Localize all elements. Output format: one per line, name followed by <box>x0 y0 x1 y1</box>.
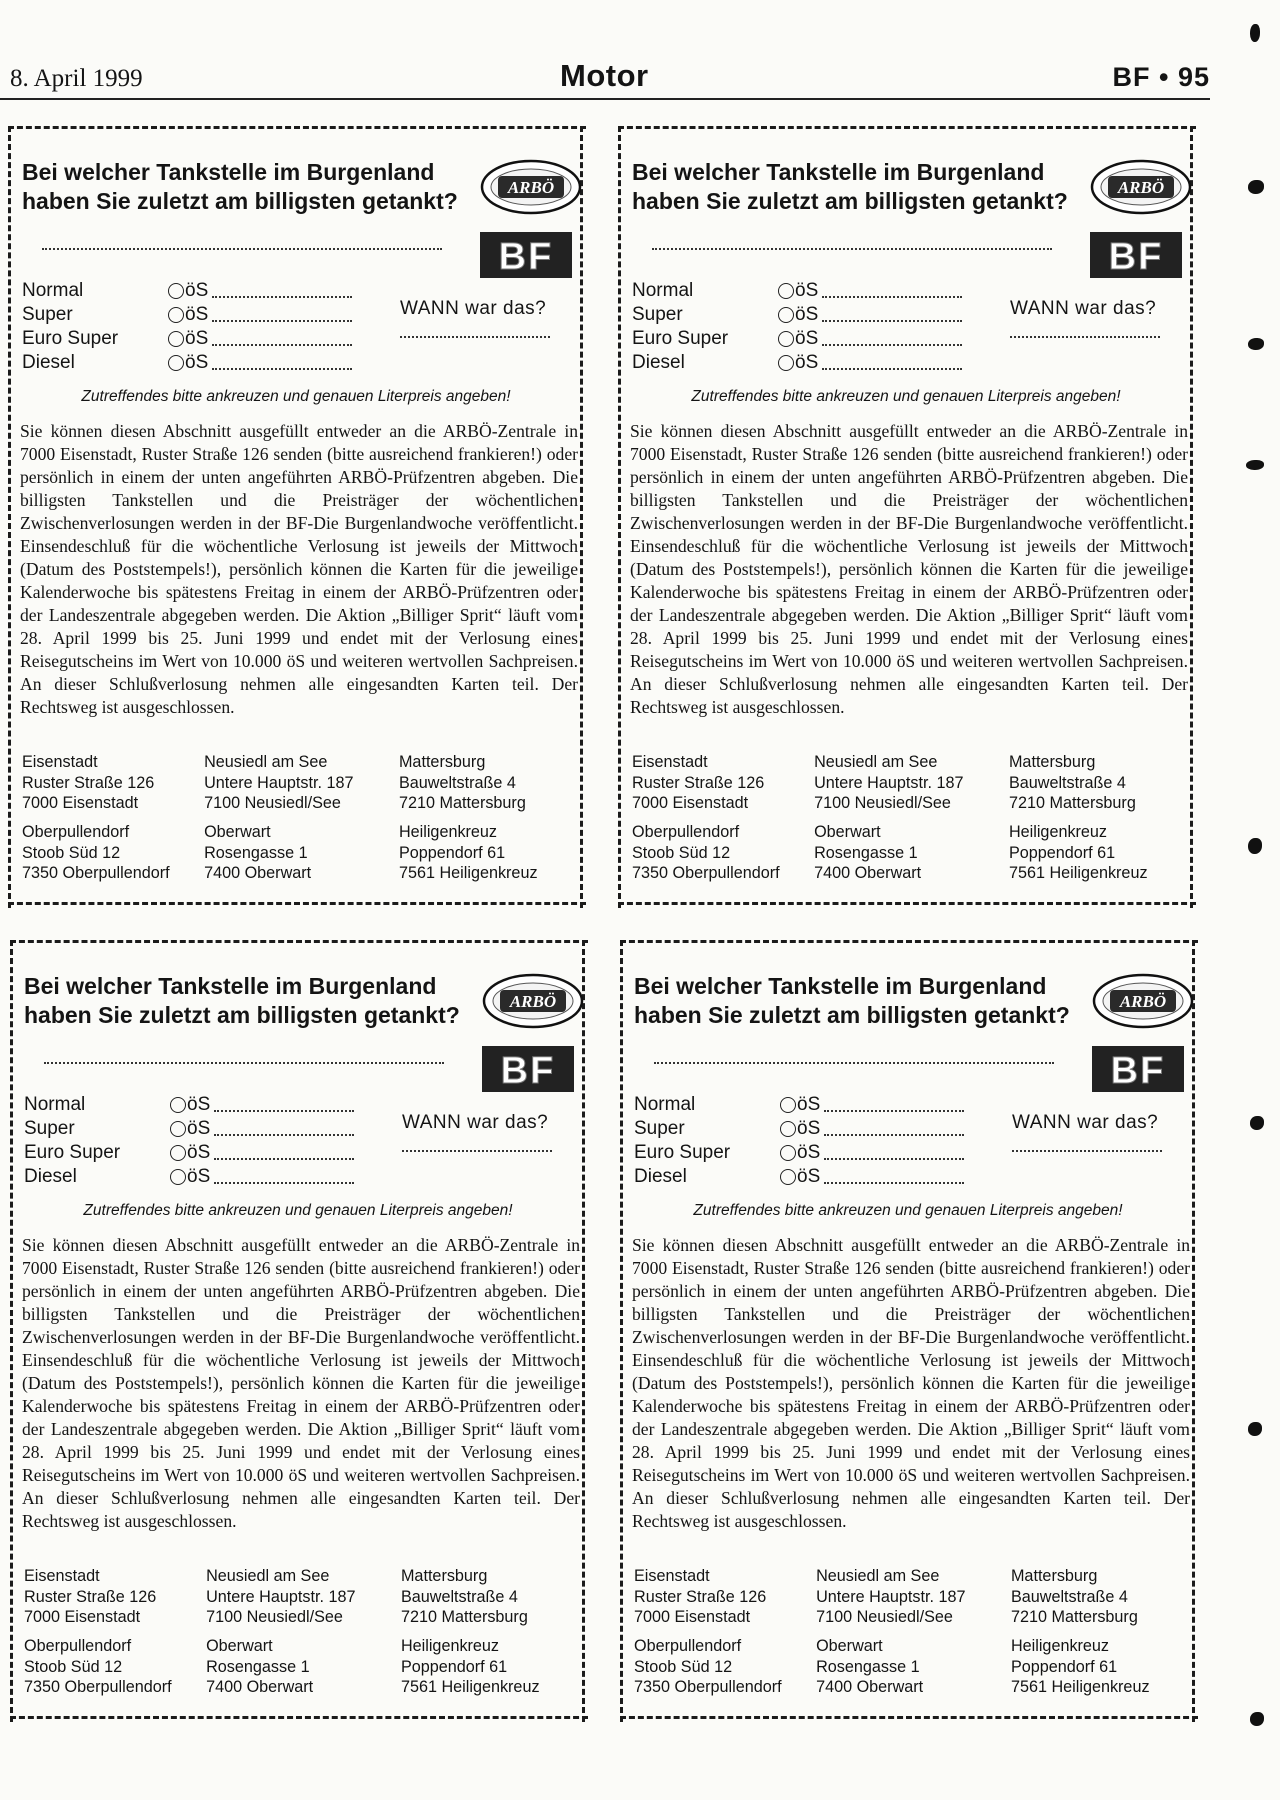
address-street: Ruster Straße 126 <box>632 773 765 792</box>
address-street: Bauweltstraße 4 <box>400 1587 518 1606</box>
address-postcode: 7100 Neusiedl/See <box>206 1608 343 1626</box>
fuel-unit: öS <box>187 1142 211 1163</box>
address-postcode: 7561 Heiligenkreuz <box>1010 1678 1150 1696</box>
fuel-checkbox[interactable] <box>778 283 794 299</box>
binder-mark <box>1250 1712 1264 1726</box>
dashed-border <box>618 126 1196 132</box>
coupon-body-text: Sie können diesen Abschnitt ausgefüllt entweder an die ARBÖ-Zentrale in 7000 Eisenstadt, Ruster Straße 126 senden (bitte ausreichend frankieren!) oder persönlich in einem der unten angeführten ARBÖ-Prüfzentren abgeben. Die billigsten Tankstellen und die Preisträger der wöchentlichen Zwischenverlosungen werden in der BF-Die Burgenlandwoche veröffentlicht. Einsendeschluß für die wöchentliche Verlosung ist jeweils der Mittwoch (Datum des Poststempels!), persönlich können die Karten für die jeweilige Kalenderwoche bis spätestens Freitag in einem der ARBÖ-Prüfzentren oder der Landeszentrale abgegeben werden. Die Aktion „Billiger Sprit“ läuft vom 28. April 1999 bis 25. Juni 1999 und endet mit der Verlosung eines Reisegutscheins im Wert von 10.000 öS und weiteren wertvollen Sachpreisen. An dieser Schlußverlosung nehmen alle eingesandten Karten teil. Der Rechtsweg ist ausgeschlossen. <box>632 1235 1190 1531</box>
station-answer-line[interactable] <box>42 248 442 250</box>
fuel-unit: öS <box>185 352 209 373</box>
fuel-checkbox[interactable] <box>168 355 184 371</box>
address-block <box>399 822 582 892</box>
fuel-label: Super <box>634 1118 685 1139</box>
fuel-unit: öS <box>187 1118 211 1139</box>
dashed-border <box>8 902 586 908</box>
address-row <box>22 822 582 892</box>
bf-logo <box>1092 1046 1184 1092</box>
address-postcode: 7561 Heiligenkreuz <box>400 1678 540 1696</box>
address-street: Ruster Straße 126 <box>24 1587 157 1606</box>
address-city: Mattersburg <box>398 753 486 771</box>
fuel-row-super <box>22 304 322 328</box>
header-rule <box>0 98 1210 100</box>
dashed-border <box>10 940 588 946</box>
address-row <box>632 822 1192 892</box>
fuel-label: Super <box>22 304 73 325</box>
address-block <box>816 1566 1011 1636</box>
arbo-logo <box>1092 972 1194 1030</box>
fuel-checkbox[interactable] <box>778 307 794 323</box>
price-entry-line[interactable] <box>214 1134 354 1136</box>
address-grid <box>632 752 1192 892</box>
arbo-logo-text: ARBÖ <box>509 992 557 1011</box>
address-postcode: 7400 Oberwart <box>814 864 922 882</box>
dashed-border <box>10 940 16 1722</box>
dashed-border <box>618 902 1196 908</box>
fuel-row-euro-super <box>632 328 932 352</box>
bf-logo-text: BF <box>1108 236 1164 278</box>
address-block <box>816 1636 1011 1706</box>
address-street: Poppendorf 61 <box>1010 1657 1118 1676</box>
address-postcode: 7000 Eisenstadt <box>632 794 749 812</box>
instruction-text: Zutreffendes bitte ankreuzen und genauen Literpreis angeben! <box>693 1202 1123 1219</box>
price-entry-line[interactable] <box>824 1158 964 1160</box>
address-postcode: 7100 Neusiedl/See <box>814 794 951 812</box>
address-postcode: 7210 Mattersburg <box>1008 794 1136 812</box>
fuel-unit: öS <box>185 304 209 325</box>
dashed-border <box>8 126 586 132</box>
address-city: Mattersburg <box>1010 1567 1098 1585</box>
address-postcode: 7210 Mattersburg <box>1010 1608 1138 1626</box>
fuel-row-diesel <box>634 1166 934 1190</box>
address-block <box>401 1636 584 1706</box>
address-street: Rosengasse 1 <box>206 1657 310 1676</box>
fuel-unit: öS <box>795 352 819 373</box>
bf-logo <box>480 232 572 278</box>
address-postcode: 7100 Neusiedl/See <box>816 1608 953 1626</box>
address-block <box>24 1566 206 1636</box>
fuel-row-diesel <box>22 352 322 376</box>
address-street: Bauweltstraße 4 <box>1008 773 1126 792</box>
fuel-checkbox[interactable] <box>778 331 794 347</box>
address-block <box>632 822 814 892</box>
address-block <box>22 752 204 822</box>
fuel-unit: öS <box>185 280 209 301</box>
fuel-unit: öS <box>797 1118 821 1139</box>
address-block <box>204 752 399 822</box>
price-entry-line[interactable] <box>822 296 962 298</box>
fuel-label: Euro Super <box>24 1142 121 1163</box>
price-entry-line[interactable] <box>212 296 352 298</box>
address-street: Stoob Süd 12 <box>634 1657 733 1676</box>
fuel-row-euro-super <box>24 1142 324 1166</box>
fuel-row-euro-super <box>634 1142 934 1166</box>
fuel-checkbox[interactable] <box>780 1121 796 1137</box>
fuel-checkbox[interactable] <box>170 1121 186 1137</box>
coupon-content <box>628 140 1188 900</box>
arbo-logo-text: ARBÖ <box>507 178 555 197</box>
fuel-row-normal <box>634 1094 934 1118</box>
price-entry-line[interactable] <box>822 368 962 370</box>
address-street: Ruster Straße 126 <box>22 773 155 792</box>
address-city: Neusiedl am See <box>204 753 328 771</box>
address-postcode: 7210 Mattersburg <box>400 1608 528 1626</box>
fuel-label: Normal <box>22 280 84 301</box>
address-block <box>1009 822 1192 892</box>
fuel-label: Euro Super <box>22 328 119 349</box>
address-block <box>1011 1566 1194 1636</box>
fuel-row-euro-super <box>22 328 322 352</box>
price-entry-line[interactable] <box>824 1110 964 1112</box>
fuel-label: Euro Super <box>634 1142 731 1163</box>
arbo-logo <box>482 972 584 1030</box>
fuel-checkbox[interactable] <box>780 1169 796 1185</box>
arbo-logo-text: ARBÖ <box>1117 178 1165 197</box>
address-block <box>24 1636 206 1706</box>
coupon-question: Bei welcher Tankstelle im Burgenland haben Sie zuletzt am billigsten getankt? <box>632 159 1068 214</box>
coupon-question: Bei welcher Tankstelle im Burgenland haben Sie zuletzt am billigsten getankt? <box>22 159 458 214</box>
fuel-checkbox[interactable] <box>168 331 184 347</box>
address-postcode: 7350 Oberpullendorf <box>24 1678 172 1696</box>
fuel-checkbox[interactable] <box>168 307 184 323</box>
fuel-unit: öS <box>795 280 819 301</box>
when-label: WANN war das? <box>1010 298 1157 319</box>
address-grid <box>22 752 582 892</box>
address-row <box>24 1636 584 1706</box>
coupon <box>8 126 586 908</box>
price-entry-line[interactable] <box>212 368 352 370</box>
fuel-checkbox[interactable] <box>778 355 794 371</box>
instruction-text: Zutreffendes bitte ankreuzen und genauen Literpreis angeben! <box>691 388 1121 405</box>
address-city: Oberpullendorf <box>632 823 740 841</box>
address-city: Mattersburg <box>400 1567 488 1585</box>
address-block <box>399 752 582 822</box>
address-block <box>1011 1636 1194 1706</box>
bf-logo-text: BF <box>1110 1050 1166 1092</box>
address-block <box>814 822 1009 892</box>
fuel-row-normal <box>22 280 322 304</box>
fuel-label: Diesel <box>22 352 75 373</box>
fuel-price-list <box>24 1094 324 1190</box>
address-postcode: 7350 Oberpullendorf <box>632 864 780 882</box>
fuel-row-normal <box>24 1094 324 1118</box>
fuel-row-super <box>634 1118 934 1142</box>
coupon-content <box>630 954 1190 1714</box>
address-city: Mattersburg <box>1008 753 1096 771</box>
arbo-logo <box>1090 158 1192 216</box>
section-title: Motor <box>560 58 649 93</box>
address-street: Stoob Süd 12 <box>22 843 121 862</box>
address-postcode: 7350 Oberpullendorf <box>22 864 170 882</box>
address-city: Oberpullendorf <box>634 1637 742 1655</box>
coupon-question: Bei welcher Tankstelle im Burgenland haben Sie zuletzt am billigsten getankt? <box>634 973 1070 1028</box>
address-street: Poppendorf 61 <box>398 843 506 862</box>
binder-mark <box>1248 1422 1262 1436</box>
coupon <box>620 940 1198 1722</box>
fuel-label: Diesel <box>632 352 685 373</box>
address-row <box>22 752 582 822</box>
address-postcode: 7100 Neusiedl/See <box>204 794 341 812</box>
dashed-border <box>620 940 1198 946</box>
when-label: WANN war das? <box>400 298 547 319</box>
when-entry-line[interactable] <box>402 1150 552 1152</box>
fuel-label: Normal <box>632 280 694 301</box>
address-city: Eisenstadt <box>634 1567 710 1585</box>
coupon-content <box>18 140 578 900</box>
address-block <box>634 1636 816 1706</box>
fuel-row-normal <box>632 280 932 304</box>
coupon-body-text: Sie können diesen Abschnitt ausgefüllt entweder an die ARBÖ-Zentrale in 7000 Eisenstadt, Ruster Straße 126 senden (bitte ausreichend frankieren!) oder persönlich in einem der unten angeführten ARBÖ-Prüfzentren abgeben. Die billigsten Tankstellen und die Preisträger der wöchentlichen Zwischenverlosungen werden in der BF-Die Burgenlandwoche veröffentlicht. Einsendeschluß für die wöchentliche Verlosung ist jeweils der Mittwoch (Datum des Poststempels!), persönlich können die Karten für die jeweilige Kalenderwoche bis spätestens Freitag in einem der ARBÖ-Prüfzentren oder der Landeszentrale abgegeben werden. Die Aktion „Billiger Sprit“ läuft vom 28. April 1999 bis 25. Juni 1999 und endet mit der Verlosung eines Reisegutscheins im Wert von 10.000 öS und weiteren wertvollen Sachpreisen. An dieser Schlußverlosung nehmen alle eingesandten Karten teil. Der Rechtsweg ist ausgeschlossen. <box>630 421 1188 717</box>
binder-mark <box>1248 180 1264 194</box>
bf-logo <box>1090 232 1182 278</box>
address-city: Oberwart <box>204 823 271 841</box>
fuel-unit: öS <box>795 328 819 349</box>
fuel-price-list <box>22 280 322 376</box>
fuel-checkbox[interactable] <box>780 1145 796 1161</box>
fuel-price-list <box>634 1094 934 1190</box>
fuel-checkbox[interactable] <box>170 1145 186 1161</box>
price-entry-line[interactable] <box>212 344 352 346</box>
bf-logo <box>482 1046 574 1092</box>
binder-mark <box>1250 24 1260 42</box>
bf-logo-text: BF <box>498 236 554 278</box>
fuel-label: Super <box>24 1118 75 1139</box>
address-city: Oberwart <box>206 1637 273 1655</box>
fuel-row-super <box>632 304 932 328</box>
fuel-label: Normal <box>24 1094 86 1115</box>
fuel-label: Super <box>632 304 683 325</box>
address-postcode: 7000 Eisenstadt <box>22 794 139 812</box>
station-answer-line[interactable] <box>44 1062 444 1064</box>
dashed-border <box>618 126 624 908</box>
when-entry-line[interactable] <box>400 336 550 338</box>
coupon <box>618 126 1196 908</box>
bf-logo-text: BF <box>500 1050 556 1092</box>
address-street: Stoob Süd 12 <box>632 843 731 862</box>
instruction-text: Zutreffendes bitte ankreuzen und genauen Literpreis angeben! <box>83 1202 513 1219</box>
address-postcode: 7400 Oberwart <box>816 1678 924 1696</box>
address-street: Stoob Süd 12 <box>24 1657 123 1676</box>
fuel-price-list <box>632 280 932 376</box>
address-block <box>401 1566 584 1636</box>
address-grid <box>24 1566 584 1706</box>
dashed-border <box>620 1716 1198 1722</box>
address-block <box>204 822 399 892</box>
when-label: WANN war das? <box>1012 1112 1159 1133</box>
address-city: Heiligenkreuz <box>398 823 498 841</box>
fuel-row-diesel <box>24 1166 324 1190</box>
address-row <box>24 1566 584 1636</box>
address-street: Rosengasse 1 <box>814 843 918 862</box>
address-city: Oberwart <box>816 1637 883 1655</box>
arbo-logo <box>480 158 582 216</box>
fuel-row-diesel <box>632 352 932 376</box>
price-entry-line[interactable] <box>212 320 352 322</box>
station-answer-line[interactable] <box>652 248 1052 250</box>
address-row <box>632 752 1192 822</box>
address-city: Heiligenkreuz <box>1008 823 1108 841</box>
price-entry-line[interactable] <box>214 1110 354 1112</box>
address-street: Rosengasse 1 <box>816 1657 920 1676</box>
fuel-row-super <box>24 1118 324 1142</box>
price-entry-line[interactable] <box>824 1182 964 1184</box>
station-answer-line[interactable] <box>654 1062 1054 1064</box>
address-block <box>634 1566 816 1636</box>
binder-mark <box>1248 338 1264 350</box>
coupon-question: Bei welcher Tankstelle im Burgenland haben Sie zuletzt am billigsten getankt? <box>24 973 460 1028</box>
coupon <box>10 940 588 1722</box>
address-street: Ruster Straße 126 <box>634 1587 767 1606</box>
price-entry-line[interactable] <box>824 1134 964 1136</box>
fuel-label: Diesel <box>634 1166 687 1187</box>
address-street: Untere Hauptstr. 187 <box>206 1587 356 1606</box>
price-entry-line[interactable] <box>822 344 962 346</box>
address-row <box>634 1566 1194 1636</box>
binder-mark <box>1250 1116 1264 1130</box>
address-row <box>634 1636 1194 1706</box>
address-street: Poppendorf 61 <box>1008 843 1116 862</box>
when-label: WANN war das? <box>402 1112 549 1133</box>
instruction-text: Zutreffendes bitte ankreuzen und genauen Literpreis angeben! <box>81 388 511 405</box>
fuel-checkbox[interactable] <box>780 1097 796 1113</box>
address-city: Eisenstadt <box>22 753 98 771</box>
fuel-checkbox[interactable] <box>170 1097 186 1113</box>
address-city: Neusiedl am See <box>814 753 938 771</box>
price-entry-line[interactable] <box>214 1158 354 1160</box>
fuel-unit: öS <box>187 1166 211 1187</box>
coupon-body-text: Sie können diesen Abschnitt ausgefüllt entweder an die ARBÖ-Zentrale in 7000 Eisenstadt, Ruster Straße 126 senden (bitte ausreichend frankieren!) oder persönlich in einem der unten angeführten ARBÖ-Prüfzentren abgeben. Die billigsten Tankstellen und die Preisträger der wöchentlichen Zwischenverlosungen werden in der BF-Die Burgenlandwoche veröffentlicht. Einsendeschluß für die wöchentliche Verlosung ist jeweils der Mittwoch (Datum des Poststempels!), persönlich können die Karten für die jeweilige Kalenderwoche bis spätestens Freitag in einem der ARBÖ-Prüfzentren oder der Landeszentrale abgegeben werden. Die Aktion „Billiger Sprit“ läuft vom 28. April 1999 bis 25. Juni 1999 und endet mit der Verlosung eines Reisegutscheins im Wert von 10.000 öS und weiteren wertvollen Sachpreisen. An dieser Schlußverlosung nehmen alle eingesandten Karten teil. Der Rechtsweg ist ausgeschlossen. <box>22 1235 580 1531</box>
address-postcode: 7400 Oberwart <box>206 1678 314 1696</box>
fuel-label: Normal <box>634 1094 696 1115</box>
dashed-border <box>8 126 14 908</box>
dashed-border <box>620 940 626 1722</box>
address-block <box>632 752 814 822</box>
dashed-border <box>10 1716 588 1722</box>
address-postcode: 7561 Heiligenkreuz <box>398 864 538 882</box>
address-postcode: 7000 Eisenstadt <box>634 1608 751 1626</box>
fuel-unit: öS <box>797 1166 821 1187</box>
address-street: Poppendorf 61 <box>400 1657 508 1676</box>
binder-mark <box>1248 838 1262 854</box>
address-block <box>206 1566 401 1636</box>
page-number: BF • 95 <box>1112 62 1210 92</box>
address-street: Rosengasse 1 <box>204 843 308 862</box>
page-header <box>0 58 1210 98</box>
address-city: Oberpullendorf <box>24 1637 132 1655</box>
address-city: Heiligenkreuz <box>1010 1637 1110 1655</box>
coupon-body-text: Sie können diesen Abschnitt ausgefüllt entweder an die ARBÖ-Zentrale in 7000 Eisenstadt, Ruster Straße 126 senden (bitte ausreichend frankieren!) oder persönlich in einem der unten angeführten ARBÖ-Prüfzentren abgeben. Die billigsten Tankstellen und die Preisträger der wöchentlichen Zwischenverlosungen werden in der BF-Die Burgenlandwoche veröffentlicht. Einsendeschluß für die wöchentliche Verlosung ist jeweils der Mittwoch (Datum des Poststempels!), persönlich können die Karten für die jeweilige Kalenderwoche bis spätestens Freitag in einem der ARBÖ-Prüfzentren oder der Landeszentrale abgegeben werden. Die Aktion „Billiger Sprit“ läuft vom 28. April 1999 bis 25. Juni 1999 und endet mit der Verlosung eines Reisegutscheins im Wert von 10.000 öS und weiteren wertvollen Sachpreisen. An dieser Schlußverlosung nehmen alle eingesandten Karten teil. Der Rechtsweg ist ausgeschlossen. <box>20 421 578 717</box>
address-city: Eisenstadt <box>632 753 708 771</box>
address-city: Neusiedl am See <box>206 1567 330 1585</box>
address-street: Bauweltstraße 4 <box>1010 1587 1128 1606</box>
address-city: Oberpullendorf <box>22 823 130 841</box>
address-city: Neusiedl am See <box>816 1567 940 1585</box>
address-postcode: 7350 Oberpullendorf <box>634 1678 782 1696</box>
binder-mark <box>1246 460 1264 470</box>
address-block <box>1009 752 1192 822</box>
address-postcode: 7561 Heiligenkreuz <box>1008 864 1148 882</box>
fuel-label: Euro Super <box>632 328 729 349</box>
issue-date: 8. April 1999 <box>10 65 143 92</box>
fuel-unit: öS <box>795 304 819 325</box>
address-postcode: 7400 Oberwart <box>204 864 312 882</box>
address-street: Untere Hauptstr. 187 <box>204 773 354 792</box>
price-entry-line[interactable] <box>214 1182 354 1184</box>
fuel-checkbox[interactable] <box>170 1169 186 1185</box>
address-block <box>814 752 1009 822</box>
when-entry-line[interactable] <box>1010 336 1160 338</box>
arbo-logo-text: ARBÖ <box>1119 992 1167 1011</box>
address-postcode: 7000 Eisenstadt <box>24 1608 141 1626</box>
when-entry-line[interactable] <box>1012 1150 1162 1152</box>
address-street: Untere Hauptstr. 187 <box>816 1587 966 1606</box>
coupon-content <box>20 954 580 1714</box>
fuel-unit: öS <box>185 328 209 349</box>
address-block <box>206 1636 401 1706</box>
fuel-unit: öS <box>187 1094 211 1115</box>
address-postcode: 7210 Mattersburg <box>398 794 526 812</box>
address-street: Untere Hauptstr. 187 <box>814 773 964 792</box>
fuel-unit: öS <box>797 1094 821 1115</box>
address-city: Heiligenkreuz <box>400 1637 500 1655</box>
price-entry-line[interactable] <box>822 320 962 322</box>
fuel-checkbox[interactable] <box>168 283 184 299</box>
address-block <box>22 822 204 892</box>
fuel-label: Diesel <box>24 1166 77 1187</box>
address-grid <box>634 1566 1194 1706</box>
fuel-unit: öS <box>797 1142 821 1163</box>
address-city: Oberwart <box>814 823 881 841</box>
address-street: Bauweltstraße 4 <box>398 773 516 792</box>
address-city: Eisenstadt <box>24 1567 100 1585</box>
